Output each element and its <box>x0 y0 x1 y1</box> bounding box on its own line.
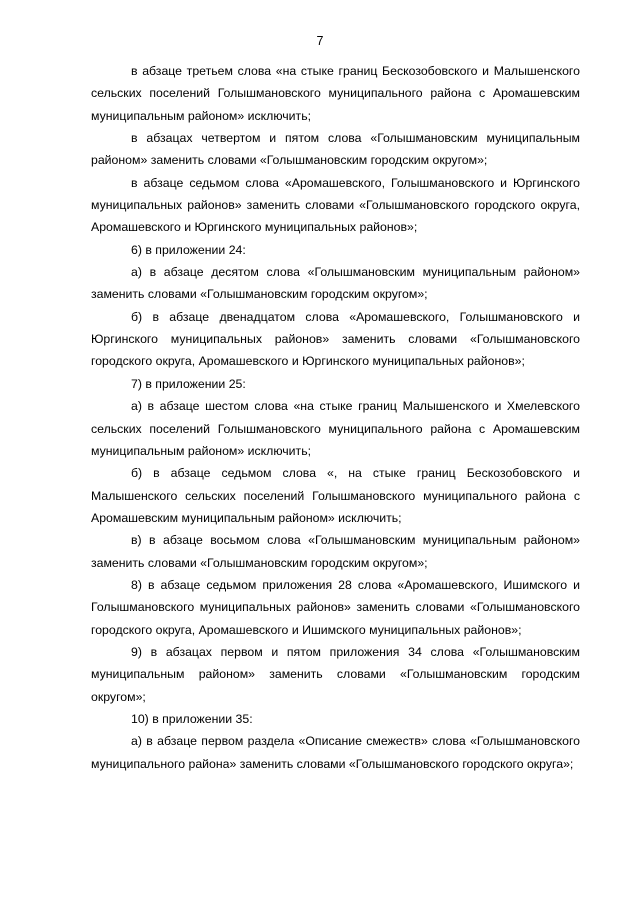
page-number: 7 <box>316 34 324 48</box>
paragraph-13: 10) в приложении 35: <box>131 711 253 726</box>
paragraph-8: а) в абзаце шестом слова «на стыке границ Малышенского и Хмелевского сельских поселений Голышмановского муниципального района с Аромашевским муниципальным районом» исключить; <box>91 399 580 458</box>
paragraph-4: 6) в приложении 24: <box>131 242 246 257</box>
paragraph-14: а) в абзаце первом раздела «Описание смежеств» слова «Голышмановского муниципального района» заменить словами «Голышмановского городского округа»; <box>91 734 580 771</box>
paragraph-6: б) в абзаце двенадцатом слова «Аромашевского, Голышмановского и Юргинского муниципальных районов» заменить словами «Голышмановского городского округа, Аромашевского и Юргинского муниципальных районов»; <box>91 309 580 369</box>
paragraph-5: а) в абзаце десятом слова «Голышмановским муниципальным районом» заменить словами «Голышмановским городским округом»; <box>91 265 580 302</box>
paragraph-7: 7) в приложении 25: <box>131 376 246 391</box>
paragraph-10: в) в абзаце восьмом слова «Голышмановским муниципальным районом» заменить словами «Голышмановским городским округом»; <box>91 533 580 570</box>
paragraph-3: в абзаце седьмом слова «Аромашевского, Голышмановского и Юргинского муниципальных районов» заменить словами «Голышмановского городского округа, Аромашевского и Юргинского муниципальных районов»; <box>91 175 580 235</box>
paragraph-12: 9) в абзацах первом и пятом приложения 34 слова «Голышмановским муниципальным районом» заменить словами «Голышмановским городским округом»; <box>91 644 580 704</box>
paragraph-1: в абзаце третьем слова «на стыке границ Бескозобовского и Малышенского сельских поселений Голышмановского муниципального района с Аромашевским муниципальным районом» исключить; <box>91 64 580 123</box>
paragraph-9: б) в абзаце седьмом слова «, на стыке границ Бескозобовского и Малышенского сельских поселений Голышмановского муниципального района с Аромашевским муниципальным районом» исключить; <box>91 466 580 525</box>
document-body <box>91 60 580 775</box>
paragraph-2: в абзацах четвертом и пятом слова «Голышмановским муниципальным районом» заменить словами «Голышмановским городским округом»; <box>91 131 580 168</box>
paragraph-11: 8) в абзаце седьмом приложения 28 слова «Аромашевского, Ишимского и Голышмановского муниципальных районов» заменить словами «Голышмановского городского округа, Аромашевского и Ишимского муниципальных районов»; <box>91 577 580 637</box>
